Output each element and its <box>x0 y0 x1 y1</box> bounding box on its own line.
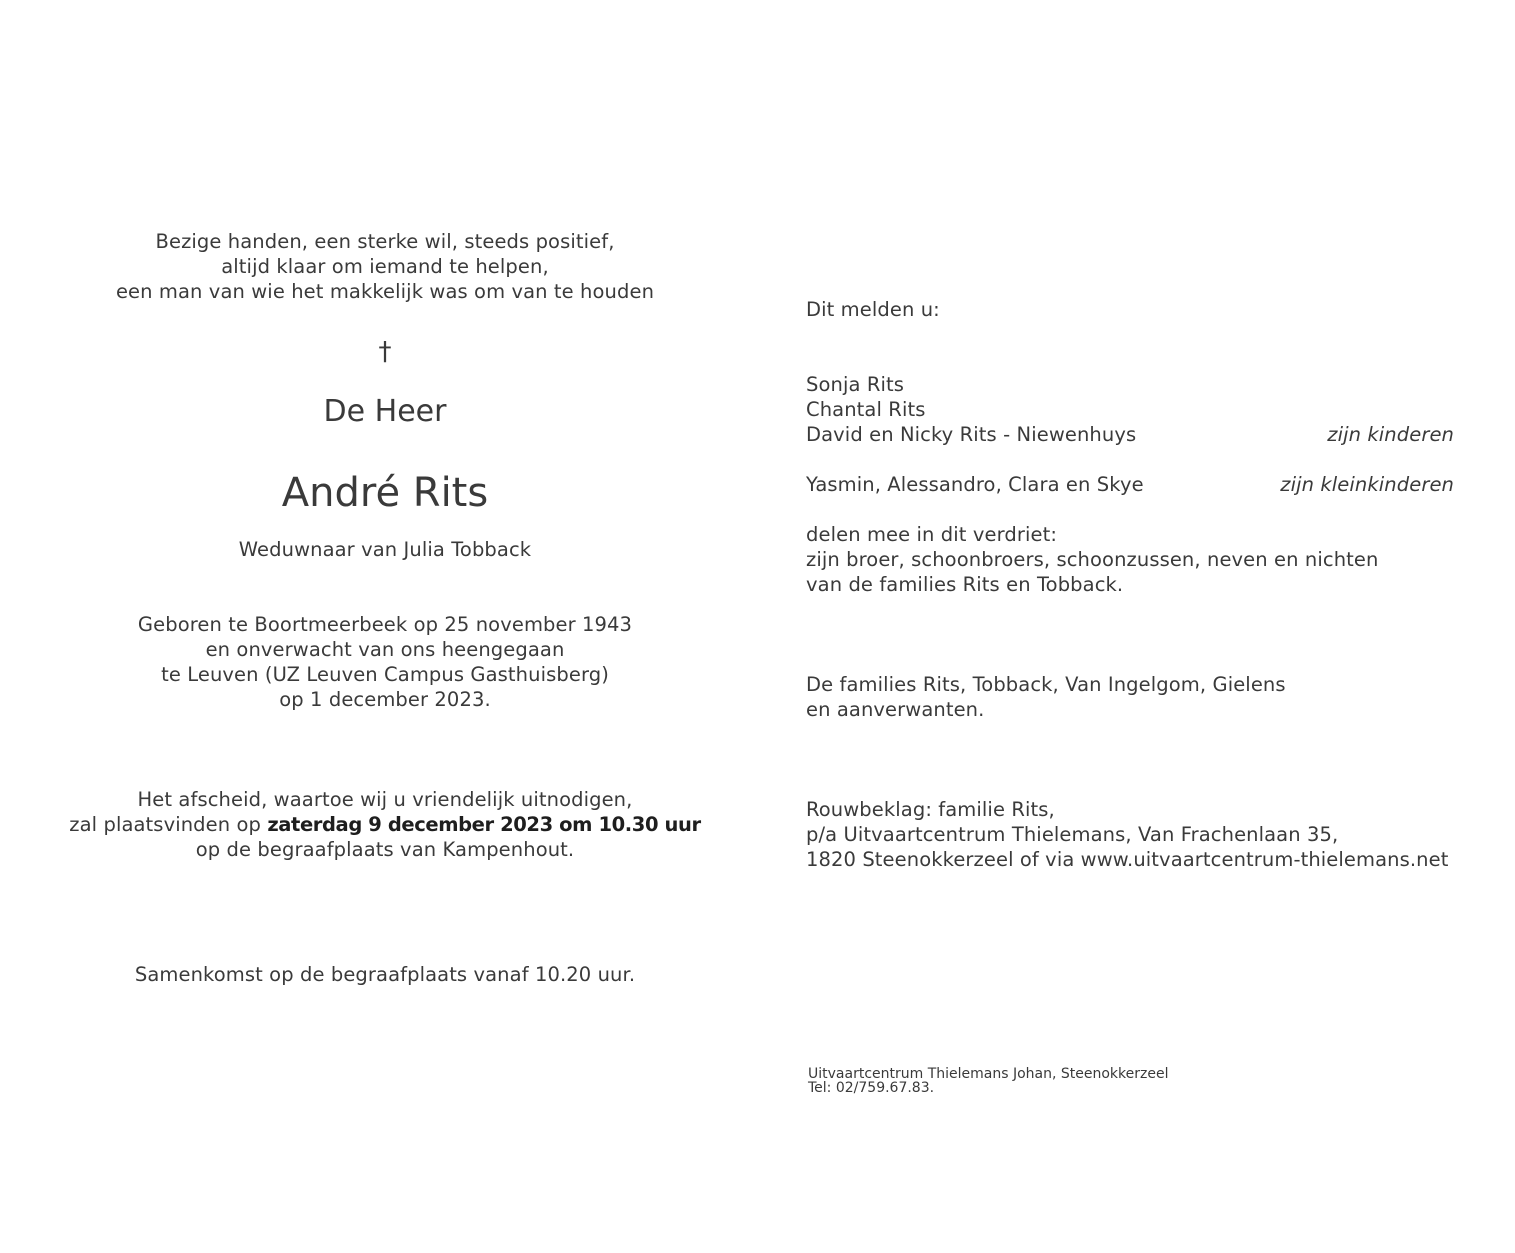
poem <box>40 229 730 304</box>
left-panel <box>40 0 730 1253</box>
farewell-line <box>40 812 730 837</box>
farewell-line: op de begraafplaats van Kampenhout. <box>195 838 575 861</box>
farewell-prefix: zal plaatsvinden op <box>69 813 268 836</box>
grandchildren-role: zijn kleinkinderen <box>1280 473 1454 496</box>
funeral-home-footer <box>808 1067 1454 1095</box>
child-row <box>806 397 1454 422</box>
condolences-address <box>806 797 1454 872</box>
birth-death-info <box>40 612 730 712</box>
birth-death-line: te Leuven (UZ Leuven Campus Gasthuisberg) <box>161 663 609 686</box>
children-list <box>806 372 1454 447</box>
condolences-line: 1820 Steenokkerzeel of via www.uitvaartcentrum-thielemans.net <box>806 848 1449 871</box>
poem-line: een man van wie het makkelijk was om van te houden <box>115 280 655 303</box>
families-signature <box>806 672 1454 722</box>
child-name: Chantal Rits <box>806 398 926 421</box>
condolences-line: Rouwbeklag: familie Rits, <box>806 798 1055 821</box>
share-grief <box>806 522 1454 597</box>
grandchildren-names: Yasmin, Alessandro, Clara en Skye <box>806 473 1144 496</box>
grandchildren-row <box>806 472 1454 497</box>
grandchildren-list <box>806 472 1454 497</box>
cross-icon: † <box>378 337 392 367</box>
intro-line: Dit melden u: <box>806 298 940 321</box>
share-line: delen mee in dit verdriet: <box>806 523 1057 546</box>
child-row <box>806 422 1454 447</box>
farewell-line: Het afscheid, waartoe wij u vriendelijk uitnodigen, <box>137 788 633 811</box>
share-line: van de families Rits en Tobback. <box>806 573 1124 596</box>
farewell-date: zaterdag 9 december 2023 om 10.30 uur <box>267 813 701 836</box>
child-name: David en Nicky Rits - Niewenhuys <box>806 423 1137 446</box>
right-panel <box>806 0 1454 1253</box>
children-role: zijn kinderen <box>1327 423 1454 446</box>
honorific-title: De Heer <box>323 394 447 429</box>
deceased-name: André Rits <box>281 470 489 516</box>
footer-line: Uitvaartcentrum Thielemans Johan, Steenokkerzeel <box>808 1066 1169 1082</box>
birth-death-line: en onverwacht van ons heengegaan <box>205 638 565 661</box>
gathering-info: Samenkomst op de begraafplaats vanaf 10.20 uur. <box>134 963 636 986</box>
child-row <box>806 372 1454 397</box>
child-name: Sonja Rits <box>806 373 905 396</box>
footer-line: Tel: 02/759.67.83. <box>808 1080 935 1096</box>
farewell-invitation <box>40 787 730 862</box>
poem-line: altijd klaar om iemand te helpen, <box>221 255 549 278</box>
condolences-line: p/a Uitvaartcentrum Thielemans, Van Frachenlaan 35, <box>806 823 1339 846</box>
poem-line: Bezige handen, een sterke wil, steeds positief, <box>155 230 615 253</box>
spouse-line: Weduwnaar van Julia Tobback <box>238 538 532 561</box>
birth-death-line: op 1 december 2023. <box>279 688 491 711</box>
families-line: en aanverwanten. <box>806 698 985 721</box>
birth-death-line: Geboren te Boortmeerbeek op 25 november 1943 <box>137 613 633 636</box>
share-line: zijn broer, schoonbroers, schoonzussen, neven en nichten <box>806 548 1379 571</box>
families-line: De families Rits, Tobback, Van Ingelgom, Gielens <box>806 673 1286 696</box>
